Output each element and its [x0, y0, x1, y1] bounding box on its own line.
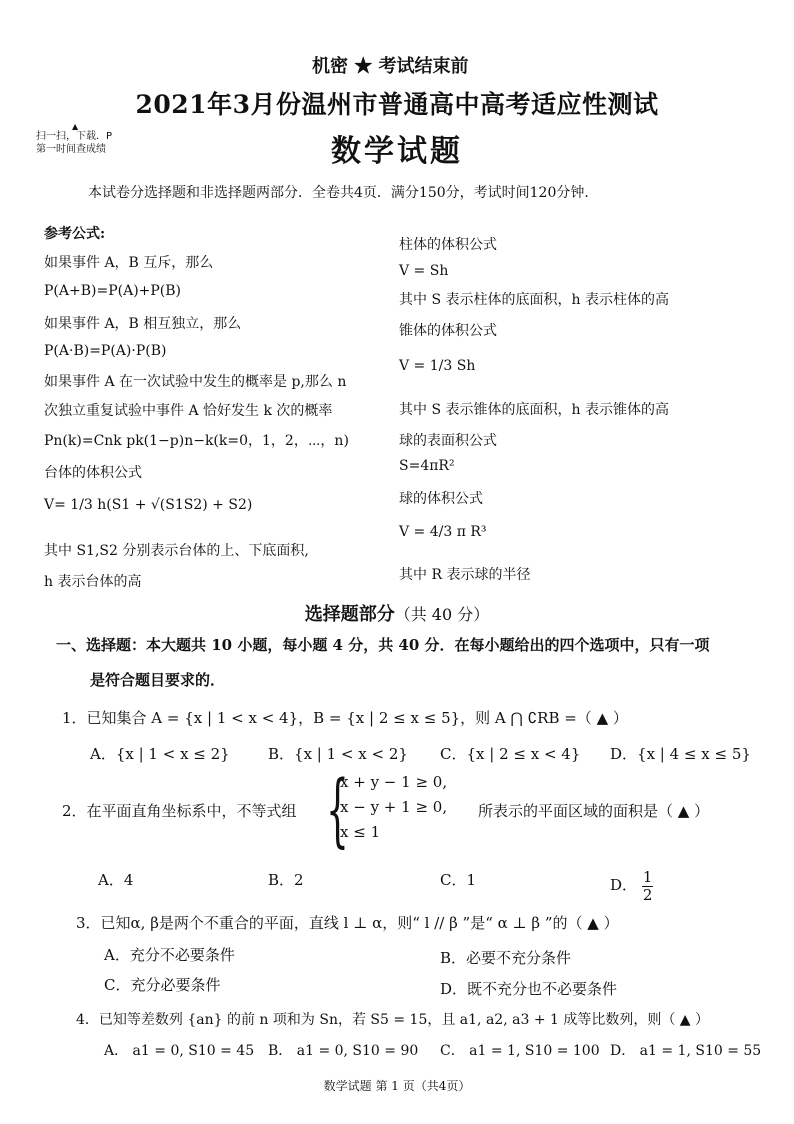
q2-option-c: C．1	[440, 871, 477, 889]
q1-option-b: B．{x | 1 < x < 2}	[268, 745, 408, 763]
q2-ineq-2: x − y + 1 ≥ 0,	[340, 798, 448, 816]
q2-option-d-denominator: 2	[642, 885, 653, 904]
q3-option-d: D．既不充分也不必要条件	[440, 980, 618, 998]
page-footer: 数学试题 第 1 页（共4页）	[323, 1079, 471, 1093]
formula-right-11: 其中 R 表示球的半径	[399, 567, 531, 583]
section-score: （共 40 分）	[394, 605, 490, 624]
q1-option-c: C．{x | 2 ≤ x < 4}	[440, 745, 581, 763]
formula-right-6: 其中 S 表示锥体的底面积，h 表示锥体的高	[399, 402, 669, 418]
q2-brace: {	[326, 763, 349, 856]
confidential-label: 机密 ★ 考试结束前	[312, 56, 469, 77]
scan-line-1: 扫一扫，下载．P	[36, 131, 113, 142]
q4-option-a: A． a1 = 0, S10 = 45	[104, 1043, 255, 1059]
q2-option-b: B．2	[268, 871, 304, 889]
q2-option-d-numerator: 1	[642, 868, 653, 886]
q2-ineq-1: x + y − 1 ≥ 0,	[340, 773, 448, 791]
q3-option-c: C．充分必要条件	[104, 976, 221, 994]
q2-stem-post: 所表示的平面区域的面积是（ ▲ ）	[478, 802, 710, 820]
part1-instruction-cont: 是符合题目要求的．	[90, 671, 226, 689]
formula-left-3: 如果事件 A，B 相互独立，那么	[44, 316, 242, 332]
q4-option-b: B． a1 = 0, S10 = 90	[268, 1043, 419, 1059]
formula-left-9: V= 1/3 h(S1 + √(S1S2) + S2)	[44, 497, 253, 513]
formula-left-1: 如果事件 A，B 互斥，那么	[44, 255, 214, 271]
q4-stem: 4．已知等差数列 {an} 的前 n 项和为 Sn，若 S5 = 15，且 a1, a2, a3 + 1 成等比数列，则（ ▲ ）	[76, 1012, 710, 1028]
formula-right-1: 柱体的体积公式	[399, 237, 497, 253]
q2-option-d	[610, 869, 653, 903]
formula-right-2: V = Sh	[399, 263, 449, 279]
formula-left-11: h 表示台体的高	[44, 574, 142, 590]
part1-instruction: 一、选择题：本大题共 10 小题，每小题 4 分，共 40 分．在每小题给出的四个选项中，只有一项	[56, 636, 710, 654]
scan-line-2: 第一时间查成绩	[36, 144, 106, 155]
q3-stem: 3．已知α, β是两个不重合的平面，直线 l ⊥ α，则“ l // β ”是“ α ⊥ β ”的（ ▲ ）	[76, 914, 619, 932]
formula-right-10: V = 4/3 π R³	[399, 524, 487, 540]
q2-option-d-fraction	[642, 869, 654, 903]
q2-option-a: A．4	[98, 871, 134, 889]
formula-left-8: 台体的体积公式	[44, 465, 142, 481]
q4-option-d: D． a1 = 1, S10 = 55	[610, 1043, 762, 1059]
formula-left-6: 次独立重复试验中事件 A 恰好发生 k 次的概率	[44, 403, 333, 419]
intro-text: 本试卷分选择题和非选择题两部分．全卷共4页．满分150分，考试时间120分钟．	[88, 185, 599, 201]
q1-stem: 1．已知集合 A = {x | 1 < x < 4}，B = {x | 2 ≤ x ≤ 5}，则 A ⋂ ∁RB =（ ▲ ）	[62, 709, 628, 727]
formula-right-5: V = 1/3 Sh	[399, 358, 476, 374]
q1-option-d: D．{x | 4 ≤ x ≤ 5}	[610, 745, 751, 763]
formula-right-9: 球的体积公式	[399, 491, 483, 507]
q3-option-b: B．必要不充分条件	[440, 949, 572, 967]
formula-left-2: P(A+B)=P(A)+P(B)	[44, 283, 182, 299]
section-heading	[0, 600, 794, 626]
exam-title: 2021年3月份温州市普通高中高考适应性测试	[135, 90, 659, 119]
formula-right-3: 其中 S 表示柱体的底面积，h 表示柱体的高	[399, 292, 669, 308]
formulas-heading: 参考公式:	[44, 226, 106, 242]
formula-right-4: 锥体的体积公式	[399, 323, 497, 339]
q2-ineq-3: x ≤ 1	[340, 823, 381, 841]
q2-system	[340, 770, 447, 845]
section-title: 选择题部分	[304, 604, 395, 625]
formula-left-10: 其中 S1,S2 分别表示台体的上、下底面积,	[44, 543, 309, 559]
formula-left-5: 如果事件 A 在一次试验中发生的概率是 p,那么 n	[44, 374, 347, 390]
formula-right-7: 球的表面积公式	[399, 433, 497, 449]
dot-mark: ▲	[72, 122, 79, 131]
formula-right-8: S=4πR²	[399, 458, 455, 474]
q3-option-a: A．充分不必要条件	[104, 946, 235, 964]
formula-left-4: P(A·B)=P(A)·P(B)	[44, 343, 167, 359]
formula-left-7: Pn(k)=Cnk pk(1−p)n−k(k=0，1，2，⋯，n)	[44, 433, 349, 449]
q2-stem-pre: 2．在平面直角坐标系中，不等式组	[62, 802, 297, 820]
q4-option-c: C． a1 = 1, S10 = 100	[440, 1043, 600, 1059]
q1-option-a: A．{x | 1 < x ≤ 2}	[90, 745, 230, 763]
exam-subtitle: 数学试题	[331, 134, 463, 169]
q2-option-d-label: D．	[610, 876, 638, 894]
